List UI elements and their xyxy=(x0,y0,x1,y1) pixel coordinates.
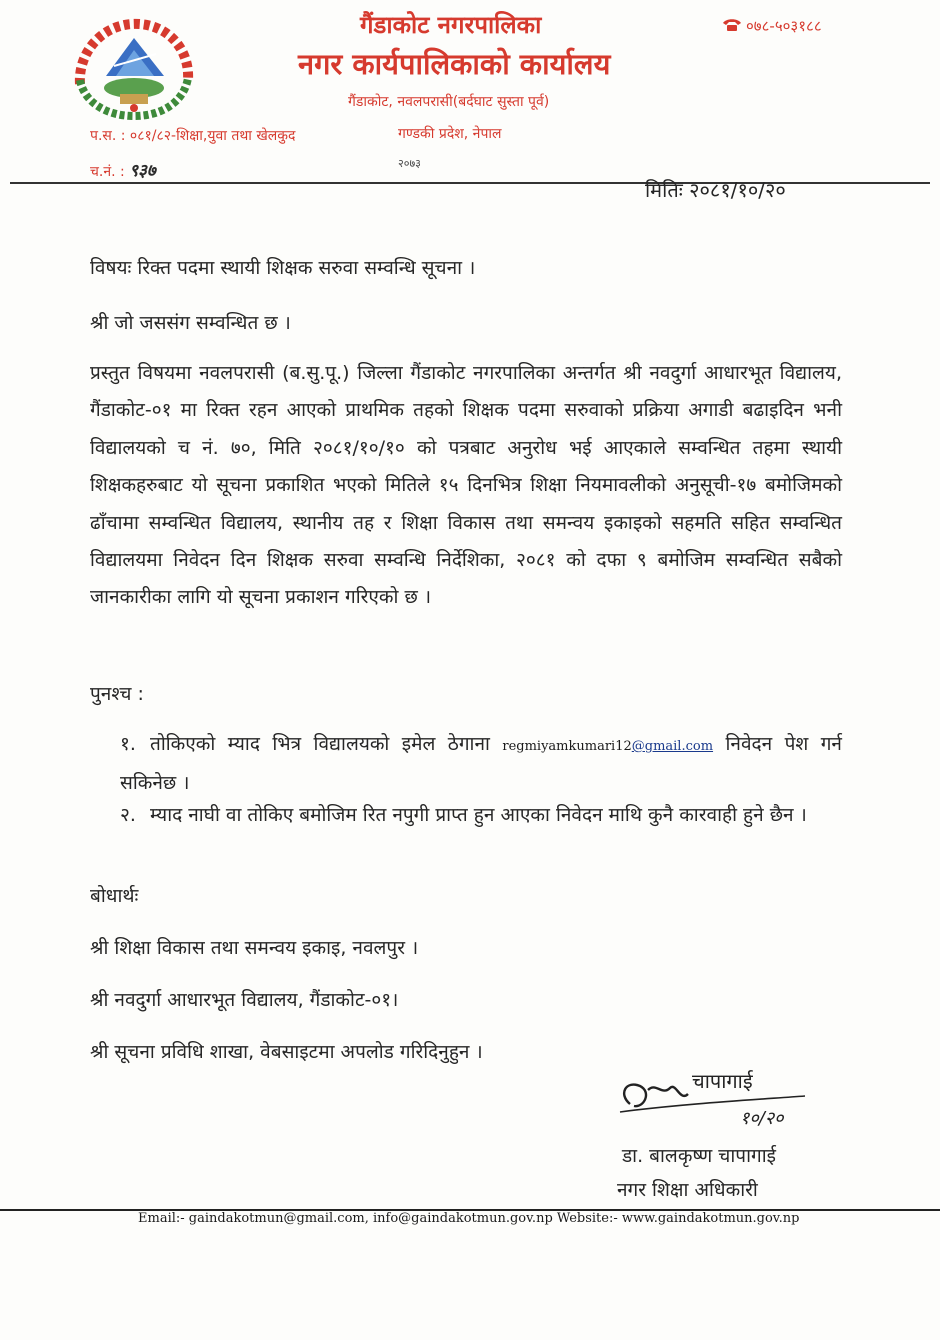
dispatch-label: च.नं. : xyxy=(90,164,125,180)
dispatch-number xyxy=(90,158,156,181)
municipal-emblem xyxy=(70,14,200,124)
address-line-1: गैंडाकोट, नवलपरासी(बर्दघाट सुस्ता पूर्व) xyxy=(348,94,550,110)
ps-item-text: म्याद नाघी वा तोकिए बमोजिम रित नपुगी प्राप्त हुन आएका निवेदन माथि कुनै कारवाही हुने छैन । xyxy=(150,804,807,826)
svg-text:१०/२०: १०/२० xyxy=(740,1108,784,1129)
school-email[interactable]: regmiyamkumari12@gmail.com xyxy=(502,739,714,754)
letter-date: मितिः २०८१/१०/२० xyxy=(645,178,786,202)
letter-body: प्रस्तुत विषयमा नवलपरासी (ब.सु.पू.) जिल्ला गैंडाकोट नगरपालिका अन्तर्गत श्री नवदुर्गा आधारभूत विद्यालय, गैंडाकोट-०१ मा रिक्त रहन आएको प्राथमिक तहको शिक्षक पदमा सरुवाको प्रक्रिया अगाडी बढाइदिन भनी विद्यालयको च नं. ७०, मिति २०८१/१०/१० को पत्रबाट अनुरोध भई आएकाले सम्वन्धित तहमा स्थायी शिक्षकहरुबाट यो सूचना प्रकाशित भएको मितिले १५ दिनभित्र शिक्षा नियमावलीको अनुसूची-१७ बमोजिमको ढाँचामा सम्वन्धित विद्यालय, स्थानीय तह र शिक्षा विकास तथा समन्वय इकाइको सहमति सहित सम्वन्धित विद्यालयमा निवेदन दिन शिक्षक सरुवा सम्वन्धि निर्देशिका, २०८१ को दफा ९ बमोजिम सम्वन्धित सबैको जानकारीका लागि यो सूचना प्रकाशन गरिएको छ । xyxy=(90,362,842,609)
cc-recipient: श्री शिक्षा विकास तथा समन्वय इकाइ, नवलपुर । xyxy=(90,937,419,959)
address-line-2: गण्डकी प्रदेश, नेपाल xyxy=(398,126,502,142)
cc-recipient: श्री नवदुर्गा आधारभूत विद्यालय, गैंडाकोट-०१। xyxy=(90,989,399,1011)
phone-value: ०७८-५०३१८८ xyxy=(746,17,822,35)
signatory-name: डा. बालकृष्ण चापागाई xyxy=(622,1145,776,1167)
reference-number: प.स. : ०८१/८२-शिक्षा,युवा तथा खेलकुद xyxy=(90,128,296,144)
svg-text:चापागाई: चापागाई xyxy=(692,1069,753,1093)
handwritten-signature xyxy=(600,1046,820,1136)
ps-item-1 xyxy=(120,726,842,802)
header-divider xyxy=(10,182,930,184)
ps-label: पुनश्च : xyxy=(90,683,144,705)
established-year: २०७३ xyxy=(398,157,421,170)
cc-recipient: श्री सूचना प्रविधि शाखा, वेबसाइटमा अपलोड गरिदिनुहुन । xyxy=(90,1041,483,1063)
ps-item-number: १. xyxy=(120,733,136,755)
org-name: गैंडाकोट नगरपालिका xyxy=(360,10,542,39)
letter-subject: विषयः रिक्त पदमा स्थायी शिक्षक सरुवा सम्वन्धि सूचना । xyxy=(90,257,476,279)
cc-label: बोधार्थः xyxy=(90,885,139,907)
ps-item-2 xyxy=(120,797,842,834)
footer-contact: Email:- gaindakotmun@gmail.com, info@gaindakotmun.gov.np Website:- www.gaindakotmun.gov.np xyxy=(138,1211,800,1226)
ps-item-number: २. xyxy=(120,804,136,826)
salutation: श्री जो जससंग सम्वन्धित छ । xyxy=(90,312,291,334)
telephone-icon xyxy=(722,18,742,32)
ps-item-text: तोकिएको म्याद भित्र विद्यालयको इमेल ठेगाना xyxy=(150,733,490,755)
signatory-title: नगर शिक्षा अधिकारी xyxy=(617,1179,758,1201)
dispatch-value: ९३७ xyxy=(129,161,156,181)
office-name: नगर कार्यपालिकाको कार्यालय xyxy=(298,47,611,81)
phone-number xyxy=(722,16,822,36)
ps-item-text-end: निवेदन पेश गर्न सकिनेछ । xyxy=(120,733,842,794)
